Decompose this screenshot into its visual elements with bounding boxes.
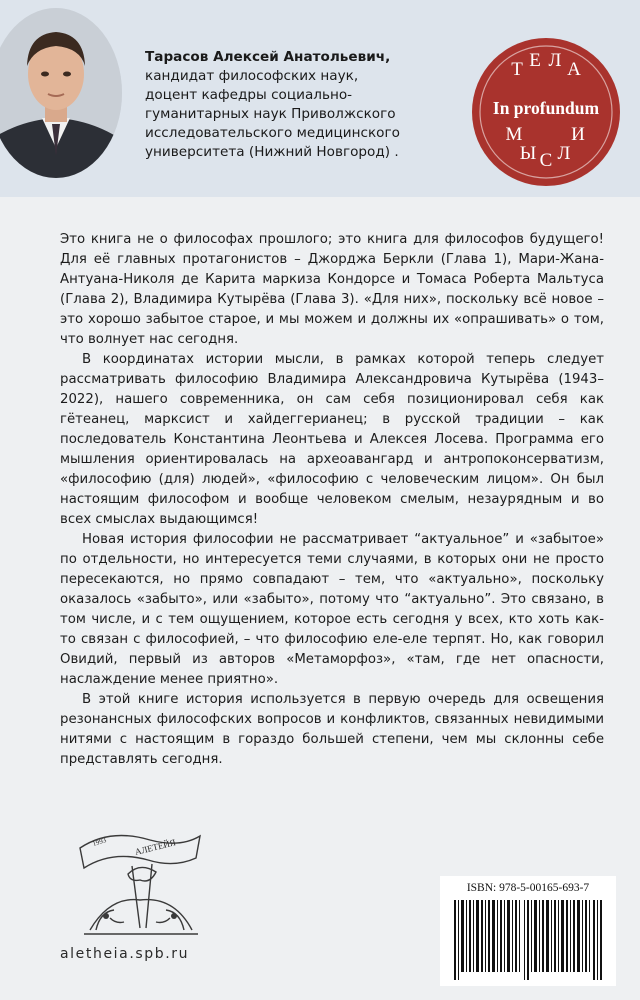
seal-letter: И: [571, 124, 585, 145]
series-seal-graphic: [472, 38, 620, 186]
seal-letter: Ы: [519, 143, 537, 164]
logo-year: 1993: [91, 836, 108, 849]
seal-letter: Л: [548, 50, 562, 71]
seal-letter: А: [567, 59, 581, 80]
annotation-paragraph: Новая история философии не рассматривает “актуальное” и «забытое» по отдельности, но интересуется теми случаями, в которых они не просто пересекаются, но прямо совпадают – тем, что «актуально», поскольку оказалось «забыто», или «забыто», потому что “актуально”. Это связано, в том числе, и с тем ощущением, которое есть сегодня у всех, кто хоть как-то связан с философией, – что философию еле-еле терпят. Но, как говорил Овидий, первый из авторов «Метаморфоз», «там, где нет опасности, наслаждение менее приятно».: [60, 532, 604, 687]
author-credential-line: исследовательского медицинского: [145, 125, 400, 141]
author-credential-line: университета (Нижний Новгород) .: [145, 144, 399, 160]
publisher-logo: [70, 818, 210, 943]
annotation-paragraph: В этой книге история используется в первую очередь для освещения резонансных философских вопросов и конфликтов, связанных невидимыми нитями с настоящим в гораздо большей степени, чем мы склонны себе представлять сегодня.: [60, 692, 604, 767]
seal-title: In profundum: [492, 98, 600, 118]
aletheia-logo-icon: [70, 818, 210, 943]
author-credential-line: кандидат философских наук,: [145, 68, 359, 84]
seal-letter: Т: [511, 59, 523, 80]
author-credential-line: доцент кафедры социально-: [145, 87, 353, 103]
barcode-icon: [452, 900, 604, 980]
publisher-website[interactable]: aletheia.spb.ru: [60, 946, 190, 962]
seal-letter: Л: [557, 143, 571, 164]
annotation-text: [60, 230, 604, 770]
author-credential-line: гуманитарных наук Приволжского: [145, 106, 396, 122]
logo-text: АЛЕТЕЙЯ: [133, 837, 177, 857]
author-name: Тарасов Алексей Анатольевич,: [145, 49, 391, 65]
barcode-block: [440, 876, 616, 986]
isbn-label: ISBN: 978-5-00165-693-7: [466, 882, 590, 894]
annotation-paragraph: Это книга не о философах прошлого; это книга для философов будущего! Для её главных протагонистов – Джорджа Беркли (Глава 1), Мари-Жана-Антуана-Николя де Карита маркиза Кондорсе и Томаса Роберта Мальтуса (Глава 2), Владимира Кутырёва (Глава 3). «Для них», поскольку всё новое – это хорошо забытое старое, и мы можем и должны их «опрашивать» о том, что волнует нас сегодня.: [60, 232, 604, 347]
seal-letter: Е: [529, 50, 541, 71]
series-seal: [472, 38, 620, 186]
seal-letter: М: [505, 124, 523, 145]
annotation-paragraph: В координатах истории мысли, в рамках которой теперь следует рассматривать философию Владимира Александровича Кутырёва (1943–2022), нашего современника, он сам себя позиционировал себя как гётеанец, марксист и хайдеггерианец; в русской традиции – как последователь Константина Леонтьева и Алексея Лосева. Программа его мышления ориентировалась на археоавангард и антропоконсерватизм, «философию (для) людей», «философию с человеческим лицом». Он был настоящим философом и вообще человеком смелым, незаурядным и во всех смыслах выдающимся!: [60, 352, 604, 527]
author-info: [145, 48, 475, 162]
seal-letter: С: [539, 150, 553, 171]
